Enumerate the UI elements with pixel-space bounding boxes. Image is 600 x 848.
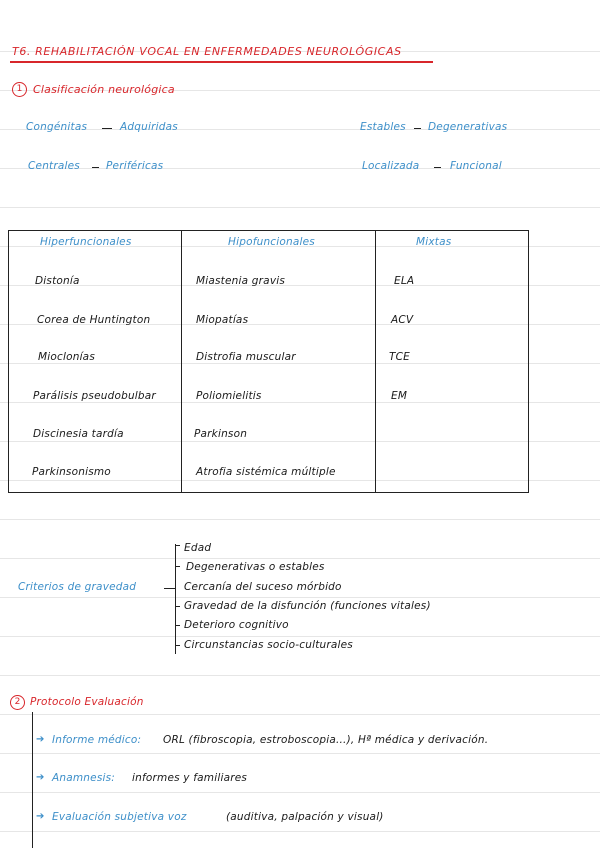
section2-number: 2: [10, 695, 25, 710]
pair-dash: [92, 167, 99, 168]
table-bottom-border: [8, 492, 529, 493]
pair-right-adquiridas: Adquiridas: [120, 121, 178, 133]
table-col-divider: [181, 230, 182, 493]
page-title: T6. REHABILITACIÓN VOCAL EN ENFERMEDADES NEUROLÓGICAS: [12, 45, 402, 58]
pair-dash: [414, 128, 421, 129]
criteria-item: Circunstancias socio-culturales: [184, 639, 353, 651]
criteria-item: Deterioro cognitivo: [184, 619, 289, 631]
bracket-tick: [175, 625, 180, 626]
eval-item-label: Evaluación subjetiva voz: [52, 811, 187, 823]
criteria-item: Gravedad de la disfunción (funciones vitales): [184, 600, 431, 612]
table-cell: ACV: [391, 314, 414, 326]
pair-dash: [434, 167, 441, 168]
pair-left-congenitas: Congénitas: [26, 121, 88, 133]
criteria-item: Edad: [184, 542, 212, 554]
table-cell: EM: [391, 390, 408, 402]
table-cell: ELA: [394, 275, 415, 287]
eval-item-text: informes y familiares: [132, 772, 248, 784]
table-cell: Miopatías: [196, 314, 249, 326]
pair-left-localizada: Localizada: [362, 160, 420, 172]
table-cell: Parkinsonismo: [32, 466, 111, 478]
pair-left-centrales: Centrales: [28, 160, 80, 172]
section1-heading: Clasificación neurológica: [33, 83, 175, 96]
criteria-item: Cercanía del suceso mórbido: [184, 581, 342, 593]
section1-number: 1: [12, 82, 27, 97]
eval-item-text: ORL (fibroscopia, estroboscopia...), Hª médica y derivación.: [163, 734, 489, 746]
pair-dash: [102, 128, 112, 129]
pair-left-estables: Estables: [360, 121, 406, 133]
section2-vertical-line: [32, 712, 33, 848]
pair-right-perifericas: Periféricas: [106, 160, 164, 172]
pair-right-degenerativas: Degenerativas: [428, 121, 508, 133]
table-cell: Distonía: [35, 275, 80, 287]
table-cell: TCE: [389, 351, 410, 363]
table-cell: Mioclonías: [38, 351, 95, 363]
arrow-right-icon: ➔: [36, 772, 45, 783]
arrow-right-icon: ➔: [36, 734, 45, 745]
table-cell: Atrofia sistémica múltiple: [196, 466, 336, 478]
title-underline: [10, 61, 433, 63]
table-cell: Parkinson: [194, 428, 248, 440]
bracket-tick: [175, 566, 180, 567]
pair-right-funcional: Funcional: [450, 160, 502, 172]
section2-heading: Protocolo Evaluación: [30, 696, 144, 708]
bracket-tick: [175, 606, 180, 607]
table-left-border: [8, 230, 9, 493]
bracket-tick: [175, 545, 180, 546]
eval-item-label: Informe médico:: [52, 734, 142, 746]
eval-item-label: Anamnesis:: [52, 772, 116, 784]
table-cell: Poliomielitis: [196, 390, 262, 402]
table-right-border: [528, 230, 529, 493]
bracket-tick: [175, 645, 180, 646]
criteria-connector: [164, 588, 175, 589]
arrow-right-icon: ➔: [36, 811, 45, 822]
eval-item-text: (auditiva, palpación y visual): [226, 811, 384, 823]
table-col-divider: [375, 230, 376, 493]
criteria-label: Criterios de gravedad: [18, 581, 137, 593]
table-header-hipo: Hipofuncionales: [228, 236, 315, 248]
table-header-mixtas: Mixtas: [416, 236, 452, 248]
table-cell: Miastenia gravis: [196, 275, 286, 287]
table-top-border: [8, 230, 529, 231]
table-cell: Corea de Huntington: [37, 314, 151, 326]
criteria-bracket: [175, 544, 176, 654]
table-header-hiper: Hiperfuncionales: [40, 236, 132, 248]
table-cell: Parálisis pseudobulbar: [33, 390, 156, 402]
table-cell: Discinesia tardía: [33, 428, 124, 440]
criteria-item: Degenerativas o estables: [186, 561, 325, 573]
table-cell: Distrofia muscular: [196, 351, 296, 363]
